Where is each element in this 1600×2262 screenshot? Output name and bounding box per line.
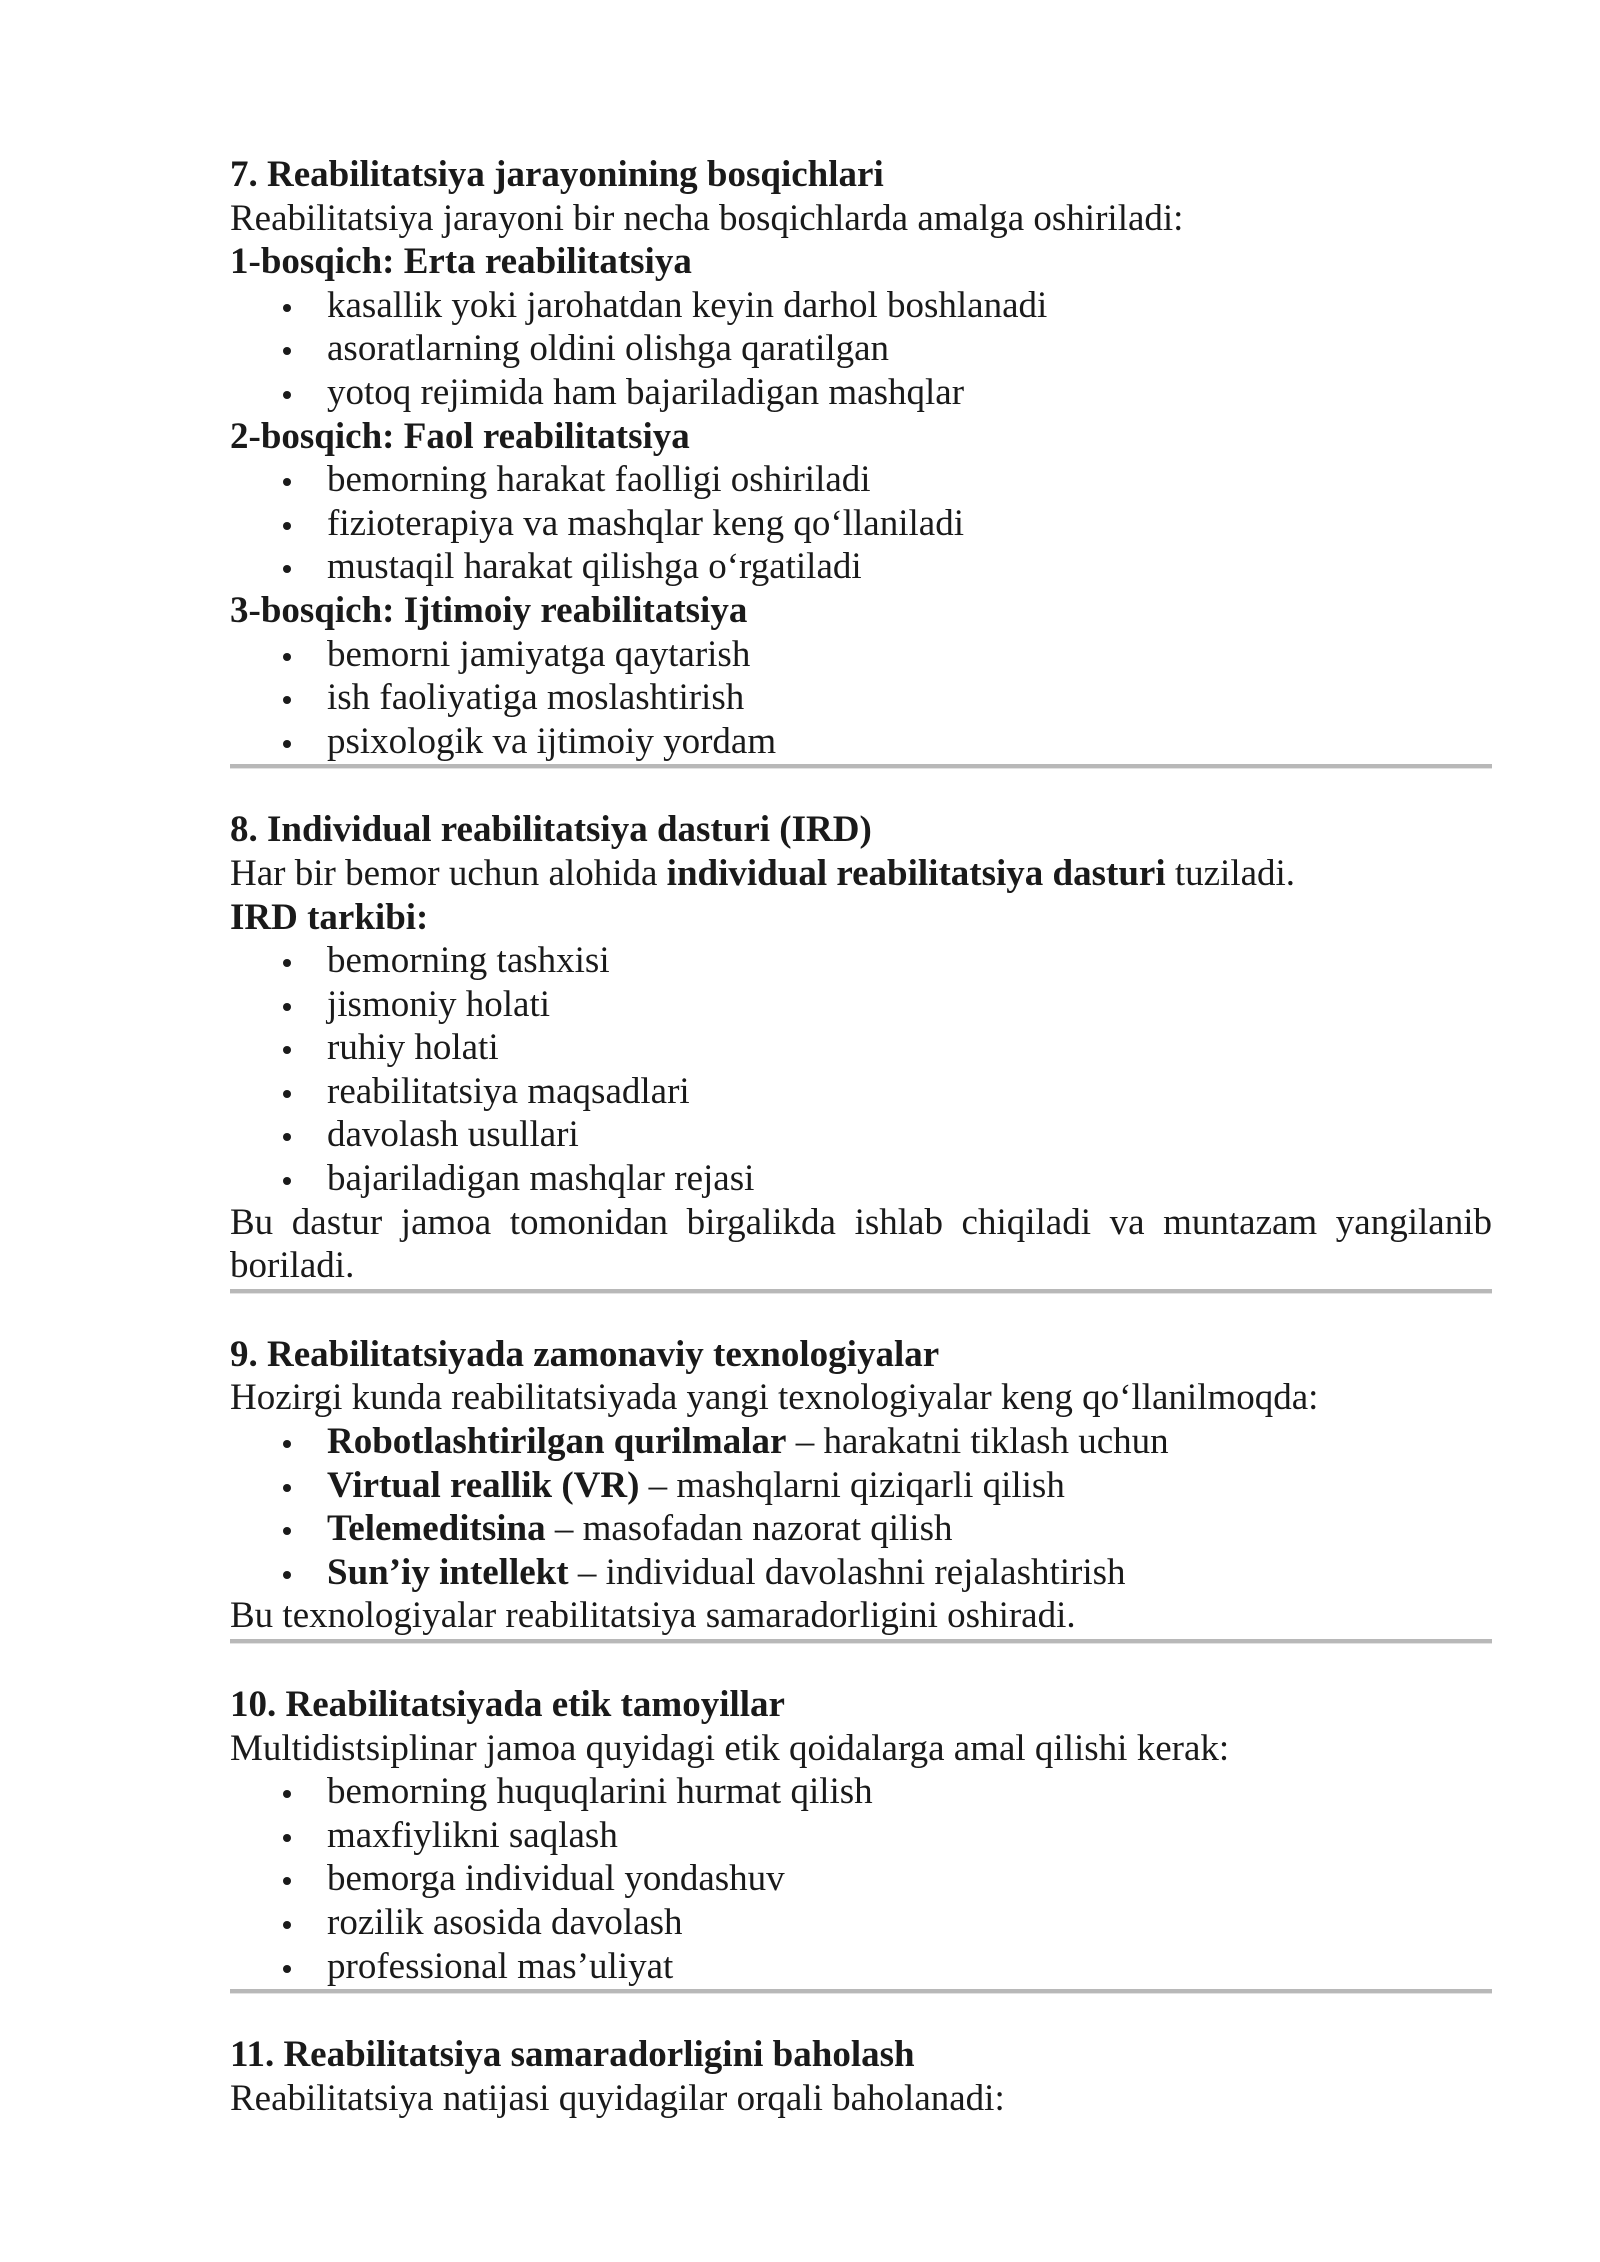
item-term: Virtual reallik (VR) <box>327 1464 640 1506</box>
section-8 <box>230 808 1492 1288</box>
section-intro: Hozirgi kunda reabilitatsiyada yangi texnologiyalar keng qo‘llanilmoqda: <box>230 1377 1319 1419</box>
section-intro: Multidistsiplinar jamoa quyidagi etik qoidalarga amal qilishi kerak: <box>230 1727 1230 1769</box>
list-item: bajariladigan mashqlar rejasi <box>230 1157 1492 1201</box>
list-item <box>230 1464 1492 1508</box>
list-item: jismoniy holati <box>230 983 1492 1027</box>
section-heading: 11. Reabilitatsiya samaradorligini baholash <box>230 2034 915 2076</box>
item-term: Robotlashtirilgan qurilmalar <box>327 1421 787 1463</box>
item-term: Telemeditsina <box>327 1508 546 1550</box>
intro-text: tuziladi. <box>1165 852 1296 894</box>
section-9 <box>230 1333 1492 1638</box>
section-heading: 9. Reabilitatsiyada zamonaviy texnologiyalar <box>230 1333 940 1375</box>
list-item: bemorning harakat faolligi oshiriladi <box>230 458 1492 502</box>
list-item <box>230 1420 1492 1464</box>
page-content <box>230 153 1492 2120</box>
section-closing: Bu texnologiyalar reabilitatsiya samaradorligini oshiradi. <box>230 1595 1076 1637</box>
intro-text: Har bir bemor uchun alohida <box>230 852 667 894</box>
list-item: bemorni jamiyatga qaytarish <box>230 633 1492 677</box>
list-item: bemorning huquqlarini hurmat qilish <box>230 1770 1492 1814</box>
list-item: psixologik va ijtimoiy yordam <box>230 720 1492 764</box>
list-item: rozilik asosida davolash <box>230 1901 1492 1945</box>
list-item: davolash usullari <box>230 1113 1492 1157</box>
section-heading: 10. Reabilitatsiyada etik tamoyillar <box>230 1684 785 1725</box>
stage-list <box>230 458 1492 589</box>
ird-list <box>230 939 1492 1201</box>
section-intro: Reabilitatsiya natijasi quyidagilar orqali baholanadi: <box>230 2077 1005 2119</box>
item-term: Sun’iy intellekt <box>327 1551 569 1593</box>
list-item: bemorning tashxisi <box>230 939 1492 983</box>
list-item: kasallik yoki jarohatdan keyin darhol boshlanadi <box>230 284 1492 328</box>
section-7 <box>230 153 1492 763</box>
section-11 <box>230 2033 1492 2120</box>
list-item: fizioterapiya va mashqlar keng qo‘llaniladi <box>230 502 1492 546</box>
list-item: reabilitatsiya maqsadlari <box>230 1070 1492 1114</box>
stage-title: 2-bosqich: Faol reabilitatsiya <box>230 415 690 457</box>
section-closing: Bu dastur jamoa tomonidan birgalikda ishlab chiqiladi va muntazam yangilanib boriladi. <box>230 1201 1492 1287</box>
list-item: professional mas’uliyat <box>230 1945 1492 1989</box>
ethics-list <box>230 1770 1492 1988</box>
stage-list <box>230 284 1492 415</box>
stage-title: 3-bosqich: Ijtimoiy reabilitatsiya <box>230 589 748 631</box>
item-desc: – individual davolashni rejalashtirish <box>568 1551 1126 1593</box>
stage-list <box>230 633 1492 764</box>
section-10 <box>230 1683 1492 1988</box>
stage-title: 1-bosqich: Erta reabilitatsiya <box>230 241 692 283</box>
section-intro <box>230 852 1492 896</box>
list-item: ruhiy holati <box>230 1026 1492 1070</box>
item-desc: – masofadan nazorat qilish <box>545 1508 953 1550</box>
list-item: yotoq rejimida ham bajariladigan mashqlar <box>230 371 1492 415</box>
technology-list <box>230 1420 1492 1594</box>
item-desc: – harakatni tiklash uchun <box>786 1421 1169 1463</box>
list-item: asoratlarning oldini olishga qaratilgan <box>230 327 1492 371</box>
list-item: mustaqil harakat qilishga o‘rgatiladi <box>230 545 1492 589</box>
list-item <box>230 1551 1492 1595</box>
list-item: maxfiylikni saqlash <box>230 1814 1492 1858</box>
item-desc: – mashqlarni qiziqarli qilish <box>639 1464 1065 1506</box>
intro-emphasis: individual reabilitatsiya dasturi <box>666 852 1166 894</box>
section-intro: Reabilitatsiya jarayoni bir necha bosqichlarda amalga oshiriladi: <box>230 197 1184 239</box>
section-heading: 7. Reabilitatsiya jarayonining bosqichlari <box>230 154 884 195</box>
list-item <box>230 1507 1492 1551</box>
list-item: bemorga individual yondashuv <box>230 1857 1492 1901</box>
section-heading: 8. Individual reabilitatsiya dasturi (IRD) <box>230 809 872 851</box>
list-item: ish faoliyatiga moslashtirish <box>230 676 1492 720</box>
subheading: IRD tarkibi: <box>230 896 429 938</box>
